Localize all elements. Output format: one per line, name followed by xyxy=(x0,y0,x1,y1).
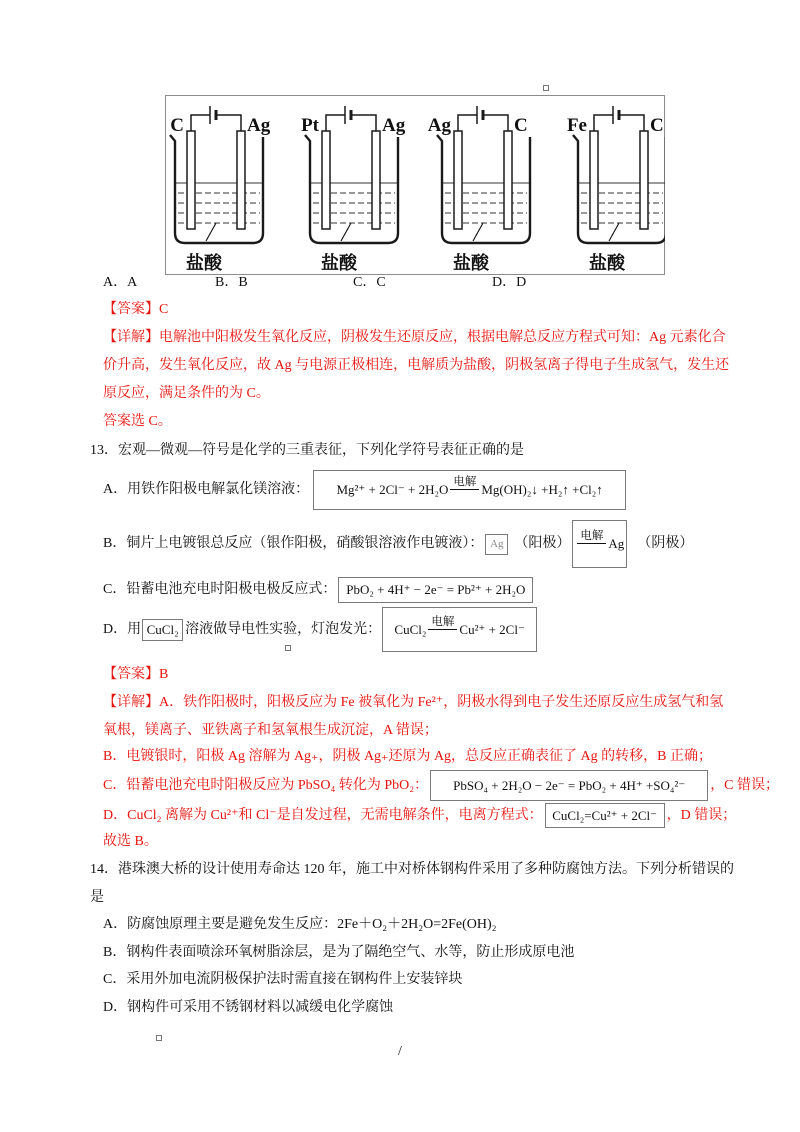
electrode-right-label: C xyxy=(650,115,664,136)
explanation-text: C．铅蓄电池充电时阳极反应为 PbSO₄ 转化为 PbO₂： xyxy=(103,777,429,793)
wire-left xyxy=(594,115,613,131)
q12-explanation-line: 原反应，满足条件的为 C。 xyxy=(103,386,270,401)
q13-option-d xyxy=(103,607,537,652)
formula: CuCl₂ xyxy=(146,621,179,637)
wire-right xyxy=(483,115,508,131)
q14-option-c: C．采用外加电流阴极保护法时需直接在钢构件上安装锌块 xyxy=(103,972,463,987)
q13-explanation-line: 【详解】A．铁作阳极时，阳极反应为 Fe 被氧化为 Fe²⁺，阴极水得到电子发生还原反应生成氢气和氢 xyxy=(103,695,724,710)
reaction-condition xyxy=(428,616,457,630)
electrode-right xyxy=(504,131,512,229)
q13-option-b xyxy=(103,520,693,568)
verdict: ，C 错误； xyxy=(710,777,780,793)
electrode-left xyxy=(187,131,195,229)
solution-label: 盐酸 xyxy=(321,253,357,274)
paragraph-mark xyxy=(285,645,291,651)
q13-conclusion: 故选 B。 xyxy=(103,834,158,849)
q12-explanation-line: 【详解】电解池中阳极发生氧化反应，阴极发生还原反应，根据电解总反应方程式可知：Ag 元素化合 xyxy=(103,330,726,345)
q14-stem: 14．港珠澳大桥的设计使用寿命达 120 年，施工中对桥体钢构件采用了多种防腐蚀方法。下列分析错误的 xyxy=(90,862,734,877)
beaker-outline xyxy=(170,135,263,243)
electrode-right xyxy=(640,131,648,229)
q13-explanation-line: 氧根，镁离子、亚铁离子和氢氧根生成沉淀，A 错误； xyxy=(103,723,438,738)
q13-stem: 13．宏观—微观—符号是化学的三重表征，下列化学符号表征正确的是 xyxy=(90,443,524,458)
equation-box xyxy=(545,803,665,828)
solution-label: 盐酸 xyxy=(186,253,222,274)
pointer-line xyxy=(206,223,216,241)
electrode-left xyxy=(454,131,462,229)
anode-note: （阳极） xyxy=(514,536,571,551)
anode-formula-box xyxy=(485,534,508,555)
pointer-line xyxy=(473,223,483,241)
q12-conclusion: 答案选 C。 xyxy=(103,414,172,429)
equation-products: Mg(OH)₂↓ +H₂↑ +Cl₂↑ xyxy=(481,482,603,497)
condition-text: 电解 xyxy=(431,615,455,628)
q13-explanation-d xyxy=(103,803,736,828)
equation-box xyxy=(430,770,708,801)
q13-answer: 【答案】B xyxy=(103,667,169,682)
option-text: A．用铁作阳极电解氯化镁溶液： xyxy=(103,482,310,497)
option-text: D．用 xyxy=(103,621,142,637)
reaction-condition xyxy=(450,476,479,490)
wire-right xyxy=(351,115,376,131)
condition-line xyxy=(577,543,606,544)
verdict: ，D 错误； xyxy=(666,807,737,823)
formula-box xyxy=(142,619,183,641)
equation-box xyxy=(338,577,533,603)
equation: PbO₂ + 4H⁺ − 2e⁻ = Pb²⁺ + 2H₂O xyxy=(346,582,526,597)
equation-box xyxy=(382,607,537,652)
equation: CuCl₂=Cu²⁺ + 2Cl⁻ xyxy=(552,807,657,823)
equation-products: Cu²⁺ + 2Cl⁻ xyxy=(459,621,525,637)
electrolysis-figure xyxy=(165,95,665,275)
electrode-left xyxy=(322,131,330,229)
wire-right xyxy=(619,115,644,131)
wire-right xyxy=(216,115,241,131)
wire-left xyxy=(458,115,477,131)
q12-option-b: B．B xyxy=(215,275,248,290)
beaker-outline xyxy=(305,135,398,243)
cathode-note: （阴极） xyxy=(637,536,694,551)
q12-answer: 【答案】C xyxy=(103,302,169,317)
equation: PbSO₄ + 2H₂O − 2e⁻ = PbO₂ + 4H⁺ +SO₄²⁻ xyxy=(453,777,686,793)
option-text: C．铅蓄电池充电时阳极电极反应式： xyxy=(103,582,337,597)
electrode-left-label: Fe xyxy=(566,115,587,136)
q13-option-a xyxy=(103,470,626,510)
electrode-right xyxy=(372,131,380,229)
condition-line xyxy=(428,629,457,630)
q13-explanation-c xyxy=(103,770,779,801)
equation-reactants: Mg²⁺ + 2Cl⁻ + 2H₂O xyxy=(336,482,449,497)
beaker-outline xyxy=(573,135,665,243)
beaker-apparatus xyxy=(301,106,406,274)
condition-text: 电解 xyxy=(453,476,477,488)
paragraph-mark xyxy=(543,85,549,91)
paragraph-mark xyxy=(156,1035,162,1041)
q14-option-a: A．防腐蚀原理主要是避免发生反应：2Fe＋O₂＋2H₂O=2Fe(OH)₂ xyxy=(103,917,497,932)
electrode-right-label: Ag xyxy=(382,115,406,136)
beaker-apparatus xyxy=(428,106,530,274)
condition-text: 电解 xyxy=(580,530,604,542)
q13-option-c xyxy=(103,577,533,603)
beaker-diagram xyxy=(165,95,665,275)
q14-stem: 是 xyxy=(90,890,104,905)
wire-left xyxy=(191,115,210,131)
beaker-outline xyxy=(437,135,530,243)
beaker-apparatus xyxy=(567,106,665,274)
solution-label: 盐酸 xyxy=(589,253,625,274)
electrode-left-label: C xyxy=(170,115,184,136)
q13-explanation-line: B．电镀银时，阳极 Ag 溶解为 Ag₊，阴极 Ag₊还原为 Ag，总反应正确表征了 Ag 的转移，B 正确； xyxy=(103,749,713,764)
q12-option-d: D．D xyxy=(492,275,527,290)
q12-option-c: C．C xyxy=(353,275,386,290)
pointer-line xyxy=(609,223,619,241)
equation-box xyxy=(313,470,626,510)
electrode-right xyxy=(237,131,245,229)
solution-label: 盐酸 xyxy=(453,253,489,274)
equation-box xyxy=(572,520,627,568)
reaction-condition xyxy=(577,530,606,544)
option-text: B．铜片上电镀银总反应（银作阳极，硝酸银溶液作电镀液）： xyxy=(103,536,484,551)
wire-left xyxy=(326,115,345,131)
electrode-left xyxy=(590,131,598,229)
explanation-text: D．CuCl₂ 离解为 Cu²⁺和 Cl⁻是自发过程，无需电解条件，电离方程式： xyxy=(103,807,543,823)
electrode-left-label: Ag xyxy=(427,115,451,136)
q14-option-b: B．钢构件表面喷涂环氧树脂涂层，是为了隔绝空气、水等，防止形成原电池 xyxy=(103,945,575,960)
anode-formula: Ag xyxy=(490,538,504,550)
electrode-left-label: Pt xyxy=(301,115,319,136)
q12-explanation-line: 价升高，发生氧化反应，故 Ag 与电源正极相连，电解质为盐酸，阴极氢离子得电子生成氢气，发生还 xyxy=(103,358,730,373)
equation-products: Ag xyxy=(608,536,625,551)
beaker-apparatus xyxy=(170,106,271,274)
electrode-right-label: Ag xyxy=(247,115,271,136)
pointer-line xyxy=(341,223,351,241)
option-text: 溶液做导电性实验，灯泡发光： xyxy=(185,621,382,637)
q14-option-d: D．钢构件可采用不锈钢材料以减缓电化学腐蚀 xyxy=(103,1000,394,1015)
condition-line xyxy=(450,489,479,490)
equation-reactants: CuCl₂ xyxy=(394,621,427,637)
page-footer: / xyxy=(398,1044,402,1059)
q12-option-a: A．A xyxy=(103,275,138,290)
electrode-right-label: C xyxy=(514,115,528,136)
